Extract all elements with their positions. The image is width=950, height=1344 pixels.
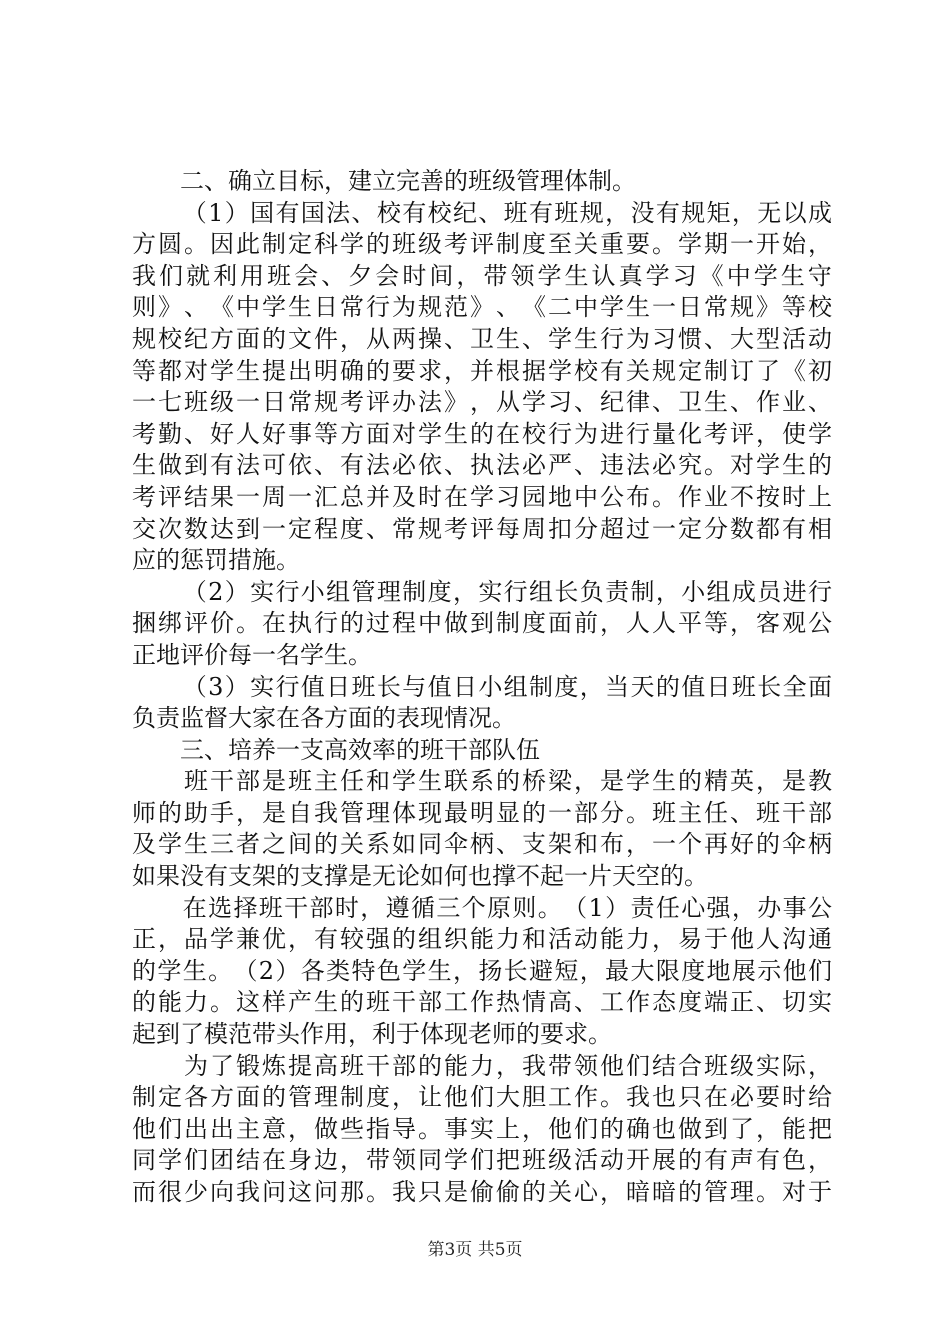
text-line: 及 学 生 三 者 之 间 的 关 系 如 同 伞 柄 、 支 架 和 布 ， 一 个 再 好 的 伞 柄: [132, 830, 832, 859]
text-line: 他 们 出 出 主 意 ， 做 些 指 导 。 事 实 上 ， 他 们 的 确 也 做 到 了 ， 能 把: [132, 1114, 832, 1143]
text-line: 负责监督大家在各方面的表现情况。: [132, 704, 516, 733]
text-line: 班 干 部 是 班 主 任 和 学 生 联 系 的 桥 梁 ， 是 学 生 的 精 英 ， 是 教: [184, 767, 832, 796]
text-line: 师 的 助 手 ， 是 自 我 管 理 体 现 最 明 显 的 一 部 分 。 班 主 任 、 班 干 部: [132, 798, 832, 827]
document-body: [132, 166, 832, 1209]
text-line: 正地评价每一名学生。: [132, 640, 372, 669]
text-line: 我 们 就 利 用 班 会 、 夕 会 时 间 ， 带 领 学 生 认 真 学 习 《 中 学 生 守: [132, 261, 832, 290]
text-line: （ 1 ） 国 有 国 法 、 校 有 校 纪 、 班 有 班 规 ， 没 有 规 矩 ， 无 以 成: [182, 198, 832, 227]
text-line: 同 学 们 团 结 在 身 边 ， 带 领 同 学 们 把 班 级 活 动 开 展 的 有 声 有 色 ，: [132, 1146, 832, 1175]
text-line: 考 勤 、 好 人 好 事 等 方 面 对 学 生 的 在 校 行 为 进 行 量 化 考 评 ， 使 学: [132, 419, 832, 448]
text-line: 应的惩罚措施。: [132, 546, 300, 575]
text-line: 规 校 纪 方 面 的 文 件 ， 从 两 操 、 卫 生 、 学 生 行 为 习 惯 、 大 型 活 动: [132, 324, 832, 353]
page-number-footer: 第3页 共5页: [427, 1240, 523, 1260]
text-line: 交 次 数 达 到 一 定 程 度 、 常 规 考 评 每 周 扣 分 超 过 一 定 分 数 都 有 相: [132, 514, 832, 543]
text-line: （ 3 ） 实 行 值 日 班 长 与 值 日 小 组 制 度 ， 当 天 的 值 日 班 长 全 面: [182, 672, 832, 701]
text-line: 为 了 锻 炼 提 高 班 干 部 的 能 力 ， 我 带 领 他 们 结 合 班 级 实 际 ，: [184, 1051, 832, 1080]
text-line: （ 2 ） 实 行 小 组 管 理 制 度 ， 实 行 组 长 负 责 制 ， 小 组 成 员 进 行: [182, 577, 832, 606]
text-line: 生 做 到 有 法 可 依 、 有 法 必 依 、 执 法 必 严 、 违 法 必 究 。 对 学 生 的: [132, 451, 832, 480]
text-line: 在 选 择 班 干 部 时 ， 遵 循 三 个 原 则 。 （ 1 ） 责 任 心 强 ， 办 事 公: [182, 893, 832, 922]
text-line: 的 能 力 。 这 样 产 生 的 班 干 部 工 作 热 情 高 、 工 作 态 度 端 正 、 切 实: [132, 988, 832, 1017]
text-line: 如果没有支架的支撑是无论如何也撑不起一片天空的。: [132, 862, 708, 891]
text-line: 方 圆 。 因 此 制 定 科 学 的 班 级 考 评 制 度 至 关 重 要 。 学 期 一 开 始 ，: [132, 230, 832, 259]
text-line: 则 》 、 《 中 学 生 日 常 行 为 规 范 》 、 《 二 中 学 生 一 日 常 规 》 等 校: [132, 293, 832, 322]
text-line: 的 学 生 。 （ 2 ） 各 类 特 色 学 生 ， 扬 长 避 短 ， 最 大 限 度 地 展 示 他 们: [132, 956, 832, 985]
text-line: 捆 绑 评 价 。 在 执 行 的 过 程 中 做 到 制 度 面 前 ， 人 人 平 等 ， 客 观 公: [132, 609, 832, 638]
text-line: 制 定 各 方 面 的 管 理 制 度 ， 让 他 们 大 胆 工 作 。 我 也 只 在 必 要 时 给: [132, 1083, 832, 1112]
text-line: 考 评 结 果 一 周 一 汇 总 并 及 时 在 学 习 园 地 中 公 布 。 作 业 不 按 时 上: [132, 482, 832, 511]
text-line: 等 都 对 学 生 提 出 明 确 的 要 求 ， 并 根 据 学 校 有 关 规 定 制 订 了 《 初: [132, 356, 832, 385]
text-line: 正 ， 品 学 兼 优 ， 有 较 强 的 组 织 能 力 和 活 动 能 力 ， 易 于 他 人 沟 通: [132, 925, 832, 954]
text-line: 二、确立目标，建立完善的班级管理体制。: [132, 167, 636, 195]
text-line: 起到了模范带头作用，利于体现老师的要求。: [132, 1020, 612, 1049]
text-line: 三、培养一支高效率的班干部队伍: [132, 735, 540, 764]
text-line: 而 很 少 向 我 问 这 问 那 。 我 只 是 偷 偷 的 关 心 ， 暗 暗 的 管 理 。 对 于: [132, 1178, 832, 1206]
text-line: 一 七 班 级 一 日 常 规 考 评 办 法 》 ， 从 学 习 、 纪 律 、 卫 生 、 作 业 、: [132, 388, 832, 417]
